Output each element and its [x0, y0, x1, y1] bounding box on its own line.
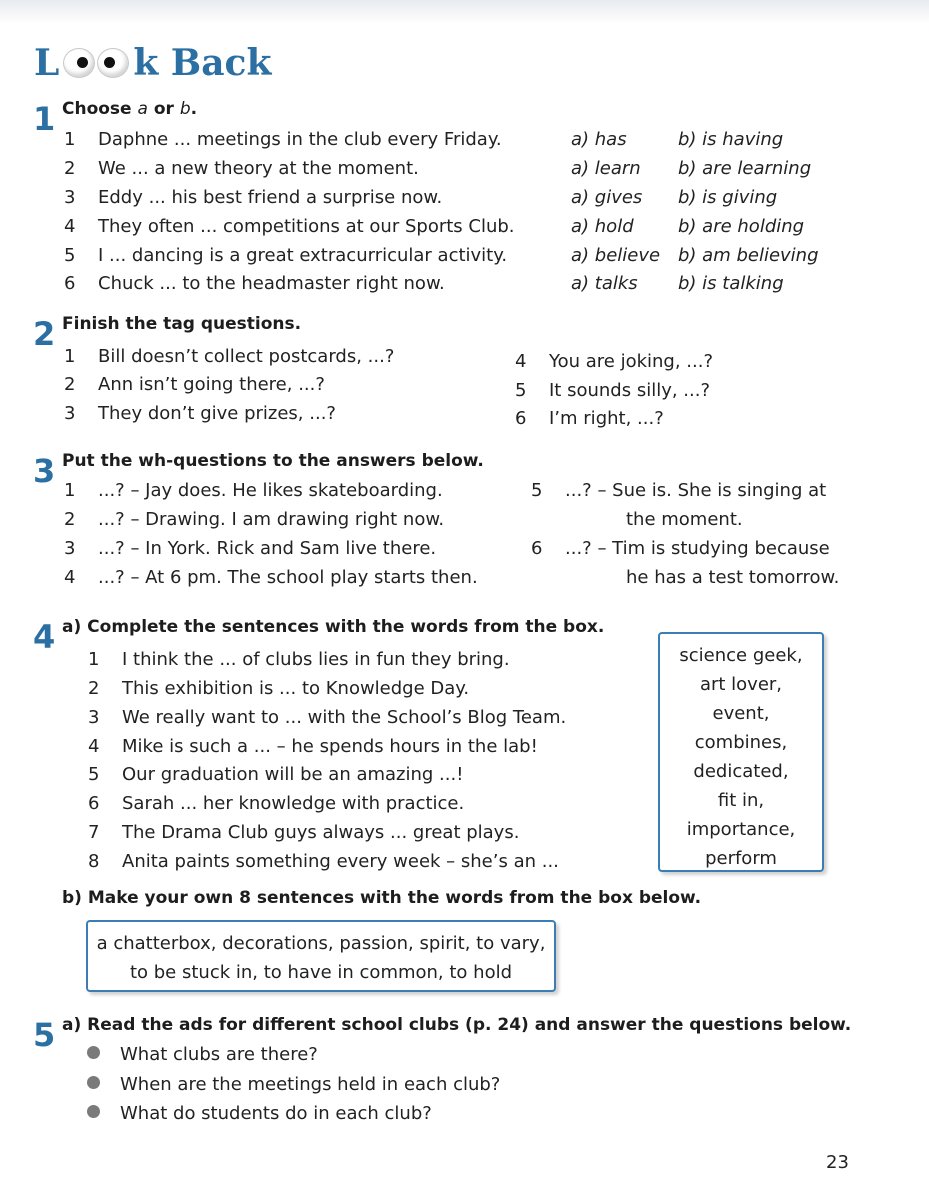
exercise-3-title: Put the wh-questions to the answers below.	[62, 451, 484, 471]
exercise-1-number: 1	[33, 100, 56, 138]
ex1-option-a: a) has	[571, 129, 627, 150]
ex4-item: 7 The Drama Club guys always ... great plays.	[88, 822, 520, 843]
ex1-option-b: b) is giving	[678, 187, 778, 208]
exercise-4a-title: a) Complete the sentences with the words from the box.	[62, 617, 605, 637]
eyes-icon	[63, 48, 129, 78]
ex4-item: 5 Our graduation will be an amazing ...!	[88, 764, 464, 785]
ex1-option-b: b) am believing	[678, 245, 819, 266]
ex1-option-a: a) learn	[571, 158, 641, 179]
ex4-item: 1 I think the ... of clubs lies in fun they bring.	[88, 649, 510, 670]
word-box-a	[658, 632, 824, 872]
exercise-1-title: Choose a or b.	[62, 99, 198, 119]
ex1-item: 3 Eddy ... his best friend a surprise now.	[64, 187, 443, 208]
ex5-question: When are the meetings held in each club?	[87, 1073, 500, 1097]
ex3-item-continuation: the moment.	[626, 509, 743, 530]
exercise-5-number: 5	[33, 1016, 56, 1054]
ex1-option-b: b) is talking	[678, 273, 784, 294]
ex2-item: 3 They don’t give prizes, ...?	[64, 403, 336, 424]
ex2-item: 6 I’m right, ...?	[515, 408, 664, 429]
top-band	[0, 0, 929, 24]
exercise-4b-title: b) Make your own 8 sentences with the words from the box below.	[62, 888, 702, 908]
exercise-2-title: Finish the tag questions.	[62, 314, 302, 334]
ex1-item: 5 I ... dancing is a great extracurricular activity.	[64, 245, 508, 266]
ex1-item: 2 We ... a new theory at the moment.	[64, 158, 419, 179]
page-number: 23	[826, 1152, 849, 1173]
exercise-2-number: 2	[33, 315, 56, 353]
ex1-option-a: a) believe	[571, 245, 661, 266]
right-eye-icon	[97, 48, 129, 78]
ex3-item: 2 ...? – Drawing. I am drawing right now.	[64, 509, 445, 530]
ex4-item: 4 Mike is such a ... – he spends hours in the lab!	[88, 736, 538, 757]
exercise-5-title: a) Read the ads for different school clubs (p. 24) and answer the questions below.	[62, 1015, 852, 1035]
ex2-item: 5 It sounds silly, ...?	[515, 380, 711, 401]
box-word: fit in,	[717, 790, 765, 811]
ex3-item: 4 ...? – At 6 pm. The school play starts then.	[64, 567, 478, 588]
ex4-item: 6 Sarah ... her knowledge with practice.	[88, 793, 465, 814]
box-word: art lover,	[699, 674, 783, 695]
ex1-option-b: b) are holding	[678, 216, 805, 237]
ex1-item: 6 Chuck ... to the headmaster right now.	[64, 273, 445, 294]
box-word: combines,	[694, 732, 788, 753]
ex1-option-a: a) hold	[571, 216, 634, 237]
ex1-item: 1 Daphne ... meetings in the club every Friday.	[64, 129, 502, 150]
box-word: perform	[705, 848, 777, 869]
page-title	[34, 38, 271, 88]
box-b-line: to be stuck in, to have in common, to hold	[129, 962, 513, 983]
ex3-item: 6 ...? – Tim is studying because	[531, 538, 830, 559]
bullet-icon	[87, 1105, 100, 1118]
box-word: importance,	[686, 819, 796, 840]
bullet-icon	[87, 1046, 100, 1059]
ex4-item: 3 We really want to ... with the School’s Blog Team.	[88, 707, 567, 728]
left-eye-icon	[63, 48, 95, 78]
title-prefix: L	[34, 42, 60, 84]
box-b-line: a chatterbox, decorations, passion, spirit, to vary,	[96, 933, 546, 954]
ex1-option-b: b) is having	[678, 129, 784, 150]
ex5-question: What do students do in each club?	[87, 1102, 432, 1126]
box-word: science geek,	[679, 645, 803, 666]
box-word: event,	[712, 703, 770, 724]
ex1-item: 4 They often ... competitions at our Sports Club.	[64, 216, 515, 237]
ex2-item: 1 Bill doesn’t collect postcards, ...?	[64, 346, 395, 367]
ex2-item: 4 You are joking, ...?	[515, 351, 714, 372]
ex3-item: 3 ...? – In York. Rick and Sam live there.	[64, 538, 437, 559]
ex4-item: 8 Anita paints something every week – she’s an ...	[88, 851, 559, 872]
ex2-item: 2 Ann isn’t going there, ...?	[64, 374, 325, 395]
ex5-question: What clubs are there?	[87, 1043, 318, 1067]
ex4-item: 2 This exhibition is ... to Knowledge Day.	[88, 678, 470, 699]
ex1-option-a: a) talks	[571, 273, 638, 294]
exercise-3-number: 3	[33, 452, 56, 490]
ex3-item: 1 ...? – Jay does. He likes skateboarding.	[64, 480, 443, 501]
ex1-option-a: a) gives	[571, 187, 643, 208]
word-box-b	[86, 920, 556, 992]
ex3-item: 5 ...? – Sue is. She is singing at	[531, 480, 827, 501]
exercise-4-number: 4	[33, 618, 56, 656]
ex1-option-b: b) are learning	[678, 158, 812, 179]
ex3-item-continuation: he has a test tomorrow.	[626, 567, 840, 588]
title-suffix: k Back	[133, 42, 272, 84]
bullet-icon	[87, 1076, 100, 1089]
box-word: dedicated,	[693, 761, 789, 782]
